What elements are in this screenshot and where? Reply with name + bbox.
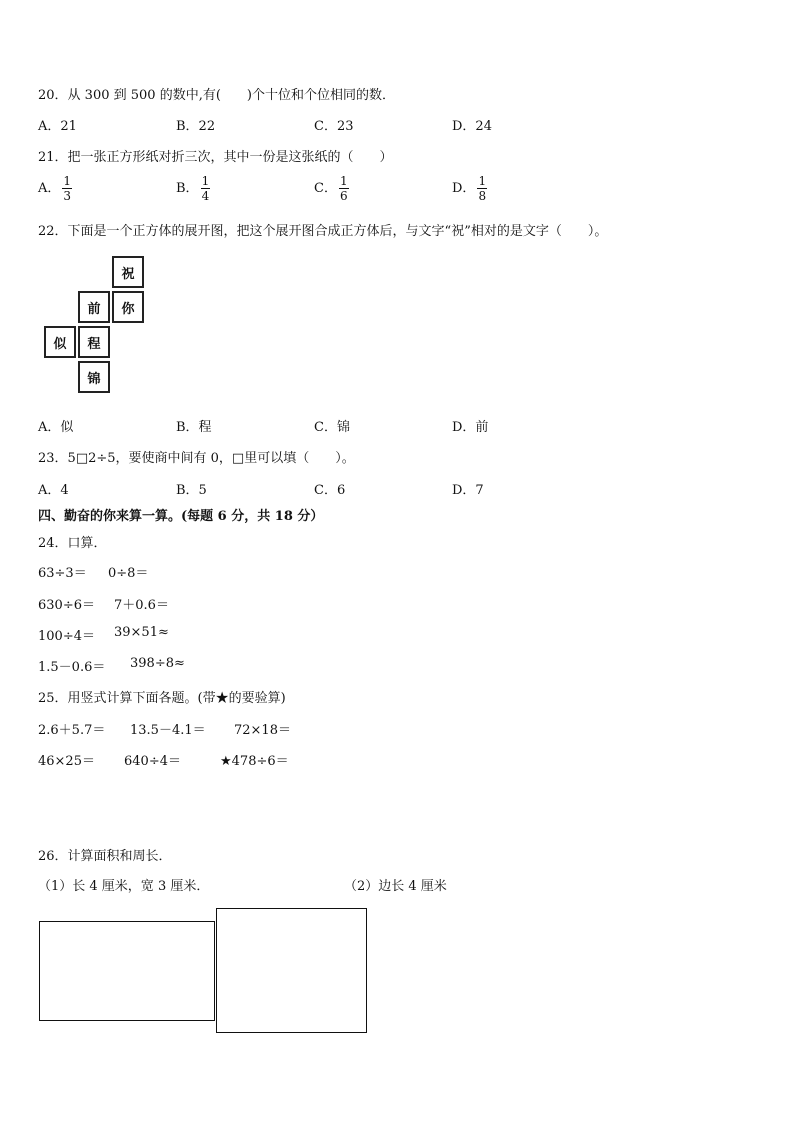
q24-item: 63÷3＝ <box>38 566 87 581</box>
fraction-numerator: 1 <box>339 174 348 188</box>
net-cell-zhu: 祝 <box>112 256 144 288</box>
fraction-denominator: 4 <box>201 189 210 203</box>
fraction-denominator: 8 <box>478 189 487 203</box>
q25-item: 13.5－4.1＝ <box>130 723 206 738</box>
q20-option-b: B．22 <box>176 119 216 134</box>
q22-option-b: B．程 <box>176 420 212 435</box>
q23-option-a: A．4 <box>38 483 69 498</box>
fraction-denominator: 6 <box>339 189 348 203</box>
q24-item: 0÷8＝ <box>108 566 149 581</box>
rectangle-figure <box>39 921 215 1021</box>
fraction-numerator: 1 <box>201 174 210 188</box>
q21-option-b-letter: B． <box>176 181 199 196</box>
q21-option-d-letter: D． <box>452 181 476 196</box>
q20-option-a: A．21 <box>38 119 77 134</box>
q24-item: 398÷8≈ <box>130 656 185 671</box>
q24-item: 100÷4＝ <box>38 629 95 644</box>
net-cell-cheng: 程 <box>78 326 110 358</box>
q22-option-a: A．似 <box>38 420 74 435</box>
q22-option-d: D．前 <box>452 420 489 435</box>
net-cell-jin: 锦 <box>78 361 110 393</box>
q21-option-d-fraction <box>477 174 487 203</box>
q26-part1: （1）长 4 厘米，宽 3 厘米． <box>38 879 210 894</box>
fraction-numerator: 1 <box>63 174 72 188</box>
section-heading: 四、勤奋的你来算一算。(每题 6 分，共 18 分） <box>38 509 324 524</box>
q21-option-a-letter: A． <box>38 181 61 196</box>
q21-option-c-fraction <box>339 174 349 203</box>
q21-option-b-fraction <box>201 174 211 203</box>
q25-item-starred: ★478÷6＝ <box>220 754 289 769</box>
q20-stem: 20．从 300 到 500 的数中,有( )个十位和个位相同的数． <box>38 88 395 103</box>
fraction-numerator: 1 <box>478 174 487 188</box>
q21-option-c <box>314 174 349 203</box>
q21-option-a <box>38 174 72 203</box>
q25-item: 2.6＋5.7＝ <box>38 723 106 738</box>
q25-item: 72×18＝ <box>234 723 291 738</box>
q26-stem: 26．计算面积和周长． <box>38 849 172 864</box>
q21-option-a-fraction <box>62 174 72 203</box>
cube-net <box>44 256 148 396</box>
fraction-denominator: 3 <box>63 189 72 203</box>
q25-item: 640÷4＝ <box>124 754 181 769</box>
q21-option-c-letter: C． <box>314 181 337 196</box>
q20-option-c: C．23 <box>314 119 354 134</box>
q24-item: 630÷6＝ <box>38 598 95 613</box>
q20-option-d: D．24 <box>452 119 492 134</box>
q23-option-d: D．7 <box>452 483 484 498</box>
net-cell-qian: 前 <box>78 291 110 323</box>
q21-option-b <box>176 174 210 203</box>
q26-part2: （2）边长 4 厘米 <box>344 879 447 894</box>
q22-stem: 22．下面是一个正方体的展开图，把这个展开图合成正方体后，与文字“祝”相对的是文字（ ）。 <box>38 224 608 239</box>
square-figure <box>216 908 367 1033</box>
q23-option-b: B．5 <box>176 483 207 498</box>
q25-item: 46×25＝ <box>38 754 95 769</box>
q21-option-d <box>452 174 487 203</box>
q21-stem: 21．把一张正方形纸对折三次，其中一份是这张纸的（ ） <box>38 150 393 165</box>
q23-stem: 23．5□2÷5，要使商中间有 0，□里可以填（ ）。 <box>38 451 355 466</box>
net-cell-ni: 你 <box>112 291 144 323</box>
net-cell-si: 似 <box>44 326 76 358</box>
q25-stem: 25．用竖式计算下面各题。(带★的要验算) <box>38 691 286 706</box>
q22-option-c: C．锦 <box>314 420 350 435</box>
q24-item: 39×51≈ <box>114 625 169 640</box>
q24-item: 1.5－0.6＝ <box>38 660 106 675</box>
q23-option-c: C．6 <box>314 483 346 498</box>
q24-item: 7＋0.6＝ <box>114 598 169 613</box>
q24-stem: 24．口算． <box>38 536 107 551</box>
